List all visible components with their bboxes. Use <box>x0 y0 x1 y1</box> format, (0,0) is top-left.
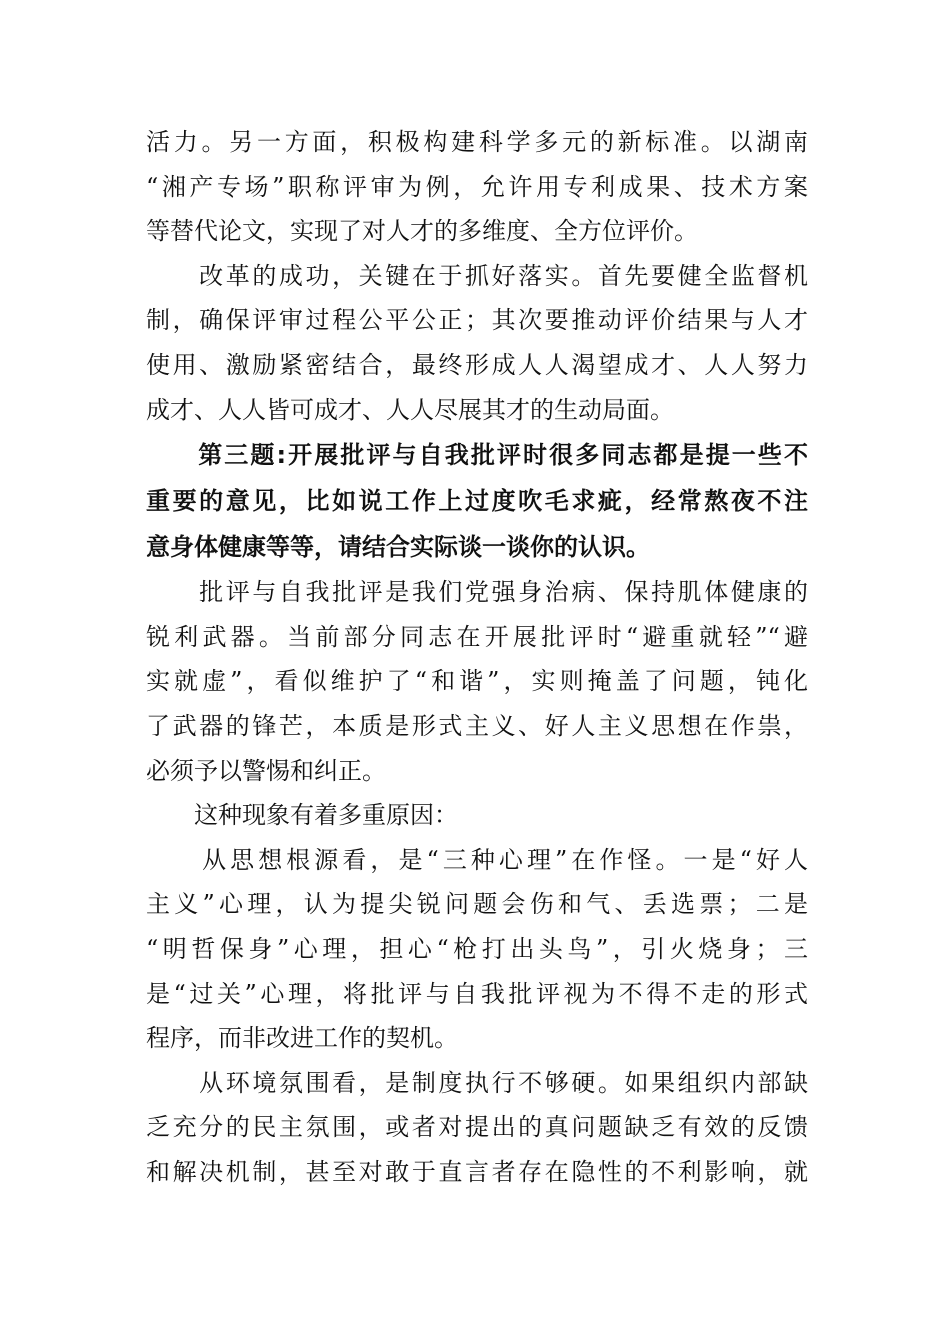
document-page <box>146 120 808 1194</box>
text-line: 制，确保评审过程公平公正；其次要推动评价结果与人才 <box>146 306 808 335</box>
text-line: 必须予以警惕和纠正。 <box>146 756 386 785</box>
text-line: 锐利武器。当前部分同志在开展批评时“避重就轻”“避 <box>146 622 808 651</box>
body-paragraph <box>146 1061 808 1195</box>
text-line: 从环境氛围看，是制度执行不够硬。如果组织内部缺 <box>146 1068 808 1097</box>
text-line: 成才、人人皆可成才、人人尽展其才的生动局面。 <box>146 395 674 424</box>
text-line: 活力。另一方面，积极构建科学多元的新标准。以湖南 <box>146 128 808 156</box>
text-line: 重要的意见，比如说工作上过度吹毛求疵，经常熬夜不注 <box>146 487 808 516</box>
text-line: 和解决机制，甚至对敢于直言者存在隐性的不利影响，就 <box>146 1157 808 1186</box>
text-line: 乏充分的民主氛围，或者对提出的真问题缺乏有效的反馈 <box>146 1113 808 1142</box>
text-line: 批评与自我批评是我们党强身治病、保持肌体健康的 <box>146 578 808 607</box>
text-line: “明哲保身”心理，担心“枪打出头鸟”，引火烧身；三 <box>146 934 808 963</box>
text-line: 实就虚”，看似维护了“和谐”，实则掩盖了问题，钝化 <box>146 667 808 696</box>
text-line: 是“过关”心理，将批评与自我批评视为不得不走的形式 <box>146 979 808 1008</box>
text-line: 使用、激励紧密结合，最终形成人人渴望成才、人人努力 <box>146 350 808 379</box>
body-paragraph <box>146 120 808 254</box>
text-line: “湘产专场”职称评审为例，允许用专利成果、技术方案 <box>146 172 808 201</box>
body-paragraph <box>146 570 808 793</box>
text-line: 改革的成功，关键在于抓好落实。首先要健全监督机 <box>146 261 808 290</box>
body-paragraph <box>146 793 808 838</box>
text-line: 从思想根源看，是“三种心理”在作怪。一是“好人 <box>146 845 808 874</box>
text-line: 意身体健康等等，请结合实际谈一谈你的认识。 <box>146 533 650 562</box>
body-paragraph <box>146 838 808 1061</box>
text-line: 这种现象有着多重原因： <box>146 801 458 830</box>
question-heading <box>146 432 808 570</box>
text-line: 等替代论文，实现了对人才的多维度、全方位评价。 <box>146 217 698 246</box>
body-paragraph <box>146 254 808 432</box>
text-line: 第三题:开展批评与自我批评时很多同志都是提一些不 <box>146 441 808 470</box>
text-line: 程序，而非改进工作的契机。 <box>146 1024 458 1053</box>
text-line: 了武器的锋芒，本质是形式主义、好人主义思想在作祟， <box>146 711 808 740</box>
text-line: 主义”心理，认为提尖锐问题会伤和气、丢选票；二是 <box>146 890 808 919</box>
